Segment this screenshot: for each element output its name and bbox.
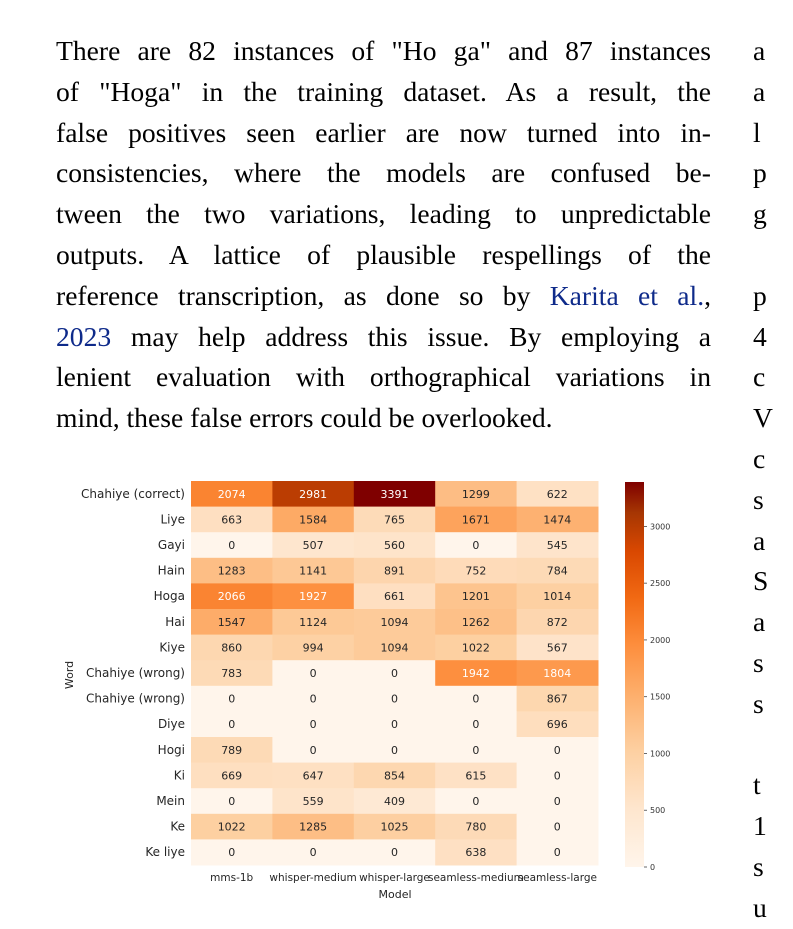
heatmap-cell-label: 1283 xyxy=(217,564,246,578)
x-tick-label: mms-1b xyxy=(210,872,254,884)
heatmap-cell-label: 1299 xyxy=(461,487,490,501)
right-column-fragment: s xyxy=(753,483,764,515)
heatmap-cell-label: 783 xyxy=(221,667,243,680)
heatmap-cell-label: 1474 xyxy=(543,513,572,527)
colorbar-gradient xyxy=(625,482,644,867)
right-column-fragment: s xyxy=(753,850,764,882)
text-span: reference transcription, as done so by xyxy=(56,279,550,311)
heatmap-cell-label: 789 xyxy=(221,743,243,757)
paragraph-line: lenient evaluation with orthographical variations in xyxy=(56,361,711,393)
heatmap-cell-label: 0 xyxy=(472,718,480,732)
y-tick-label: Kiye xyxy=(159,640,185,655)
colorbar-tick-label: 3000 xyxy=(650,522,671,532)
heatmap-cell-label: 0 xyxy=(228,539,236,552)
right-column-fragment: V xyxy=(753,402,773,434)
y-tick-label: Liye xyxy=(160,512,185,527)
heatmap-cell-label: 0 xyxy=(553,820,561,834)
heatmap-cell-label: 1094 xyxy=(380,641,409,655)
paragraph-line: outputs. A lattice of plausible respellings of the xyxy=(56,238,711,270)
y-tick-label: Chahiye (correct) xyxy=(81,486,185,501)
heatmap-cell-label: 0 xyxy=(391,718,398,732)
heatmap-cell-label: 622 xyxy=(546,487,568,501)
heatmap-cell-label: 647 xyxy=(302,769,324,783)
right-column-fragment: 1 xyxy=(753,810,767,842)
heatmap-cell-label: 0 xyxy=(553,846,561,860)
heatmap-cell-label: 0 xyxy=(309,718,317,732)
paragraph-line: of "Hoga" in the training dataset. As a result, the xyxy=(56,75,711,107)
x-tick-label: seamless-medium xyxy=(427,872,524,884)
colorbar-tick-label: 0 xyxy=(650,863,656,872)
citation-year-link[interactable]: 2023 xyxy=(56,320,112,352)
heatmap-cell-label: 663 xyxy=(221,513,243,527)
heatmap-cell-label: 0 xyxy=(553,743,561,757)
heatmap-cell-label: 1094 xyxy=(380,615,409,629)
heatmap-cell-label: 1927 xyxy=(299,590,328,604)
paragraph-line: consistencies, where the models are confused be- xyxy=(56,157,711,189)
heatmap-cell-label: 0 xyxy=(228,846,236,860)
heatmap-cell-label: 780 xyxy=(465,820,487,834)
right-column-fragment: a xyxy=(753,35,766,66)
heatmap-cell-label: 891 xyxy=(384,564,405,578)
heatmap-cell-label: 567 xyxy=(546,641,568,655)
heatmap-cell-label: 1262 xyxy=(461,615,490,629)
right-column-fragment: g xyxy=(753,198,767,230)
heatmap-cell-label: 507 xyxy=(302,539,324,552)
heatmap-cell-label: 638 xyxy=(465,846,487,860)
heatmap-cell-label: 752 xyxy=(465,564,487,578)
heatmap-cell-label: 2074 xyxy=(217,487,246,501)
citation-author-link[interactable]: Karita et al. xyxy=(549,279,705,311)
y-tick-label: Hai xyxy=(165,614,185,629)
heatmap-cell-label: 994 xyxy=(302,641,324,655)
x-tick-label: whisper-medium xyxy=(269,872,357,884)
heatmap-cell-label: 0 xyxy=(553,795,561,808)
heatmap-cell-label: 1584 xyxy=(299,513,328,527)
right-column-fragment: a xyxy=(753,75,766,107)
heatmap-cell-label: 860 xyxy=(221,641,243,655)
right-column-fragment: u xyxy=(753,891,767,923)
heatmap-cell-label: 0 xyxy=(309,667,317,680)
heatmap-cell-label: 0 xyxy=(391,692,398,706)
paragraph-line: false positives seen earlier are now turned into in- xyxy=(56,116,711,148)
heatmap-cell-label: 559 xyxy=(302,795,324,808)
heatmap-cell-label: 0 xyxy=(309,743,317,757)
colorbar-tick-label: 500 xyxy=(650,806,666,816)
heatmap-cell-label: 1025 xyxy=(380,820,409,834)
y-tick-label: Hoga xyxy=(153,589,185,604)
right-column-fragment: l xyxy=(753,116,761,148)
heatmap-cell-label: 2981 xyxy=(299,487,328,501)
right-column-fragment: c xyxy=(753,361,766,393)
right-column-fragment: a xyxy=(753,524,766,556)
heatmap-cell-label: 1201 xyxy=(461,590,490,604)
heatmap-cell-label: 409 xyxy=(384,795,405,808)
y-tick-label: Chahiye (wrong) xyxy=(86,666,185,680)
heatmap-cell-label: 1285 xyxy=(299,820,328,834)
y-tick-label: Gayi xyxy=(157,538,185,552)
right-column-fragment: a xyxy=(753,606,766,638)
y-tick-label: Diye xyxy=(157,717,185,732)
heatmap-cell-label: 669 xyxy=(221,769,243,783)
y-tick-label: Chahiye (wrong) xyxy=(86,691,185,706)
heatmap-cell-label: 0 xyxy=(391,846,398,860)
heatmap-cell-label: 0 xyxy=(472,539,480,552)
heatmap-cell-label: 0 xyxy=(228,718,236,732)
right-column-fragment: p xyxy=(753,279,767,311)
heatmap-cell-label: 1141 xyxy=(299,564,328,578)
heatmap-cell-label: 1124 xyxy=(299,615,328,629)
heatmap-cell-label: 0 xyxy=(553,769,561,783)
paragraph-line: There are 82 instances of "Ho ga" and 87 instances xyxy=(56,35,711,66)
y-tick-label: Ki xyxy=(173,768,185,783)
y-tick-label: Ke liye xyxy=(145,845,185,860)
right-column-fragment: s xyxy=(753,646,764,678)
y-tick-label: Ke xyxy=(170,819,185,834)
heatmap-cell-label: 0 xyxy=(472,692,480,706)
right-column-fragment: c xyxy=(753,442,766,474)
heatmap-cell-label: 0 xyxy=(309,692,317,706)
y-tick-label: Hogi xyxy=(157,742,185,757)
heatmap-cell-label: 1671 xyxy=(461,513,490,527)
heatmap-cell-label: 696 xyxy=(546,718,568,732)
heatmap-cell-label: 0 xyxy=(472,795,480,808)
paragraph-line: mind, these false errors could be overlooked. xyxy=(56,402,553,434)
heatmap-cell-label: 0 xyxy=(391,743,398,757)
heatmap-cell-label: 1022 xyxy=(217,820,246,834)
colorbar-tick-label: 1500 xyxy=(650,692,671,702)
heatmap-cell-label: 560 xyxy=(384,539,405,552)
heatmap-cell-label: 1014 xyxy=(543,590,572,604)
colorbar xyxy=(625,482,670,872)
right-column-fragment: t xyxy=(753,769,761,801)
heatmap-cell-label: 0 xyxy=(228,795,236,808)
y-tick-label: Mein xyxy=(156,794,185,808)
heatmap-cell-label: 661 xyxy=(384,590,405,604)
right-column-fragment: S xyxy=(753,565,769,597)
x-axis-label: Model xyxy=(378,888,412,901)
text-span: , xyxy=(704,279,712,311)
x-tick-label: seamless-large xyxy=(517,872,597,884)
heatmap-cell-label: 784 xyxy=(546,564,568,578)
right-column-fragment: s xyxy=(753,687,764,719)
colorbar-tick-label: 2000 xyxy=(650,635,671,645)
heatmap-cell-label: 1942 xyxy=(461,667,490,680)
colorbar-tick-label: 1000 xyxy=(650,749,671,759)
y-tick-label: Hain xyxy=(157,563,185,578)
heatmap-cell-label: 765 xyxy=(384,513,405,527)
heatmap-cell-label: 854 xyxy=(384,769,405,783)
heatmap-cell-label: 1022 xyxy=(461,641,490,655)
heatmap-cell-label: 0 xyxy=(309,846,317,860)
heatmap-cell-label: 545 xyxy=(546,539,568,552)
y-axis-label: Word xyxy=(63,660,76,690)
heatmap-cell-label: 1547 xyxy=(217,615,246,629)
heatmap-cell-label: 867 xyxy=(546,692,568,706)
heatmap-cell-label: 3391 xyxy=(380,487,409,501)
right-column-fragment: 4 xyxy=(753,320,767,352)
heatmap-cell-label: 872 xyxy=(546,615,568,629)
x-tick-label: whisper-large xyxy=(359,872,430,884)
heatmap-cell-label: 0 xyxy=(472,743,480,757)
heatmap-cell-label: 1804 xyxy=(543,667,572,680)
heatmap-cell-label: 615 xyxy=(465,769,487,783)
heatmap-cell-label: 2066 xyxy=(217,590,246,604)
text-span: may help address this issue. By employing a xyxy=(111,320,711,352)
right-column-fragment: p xyxy=(753,157,767,189)
colorbar-tick-label: 2500 xyxy=(650,579,671,589)
heatmap-cell-label: 0 xyxy=(228,692,236,706)
heatmap-cell-label: 0 xyxy=(391,667,398,680)
paragraph-line: tween the two variations, leading to unpredictable xyxy=(56,198,711,230)
